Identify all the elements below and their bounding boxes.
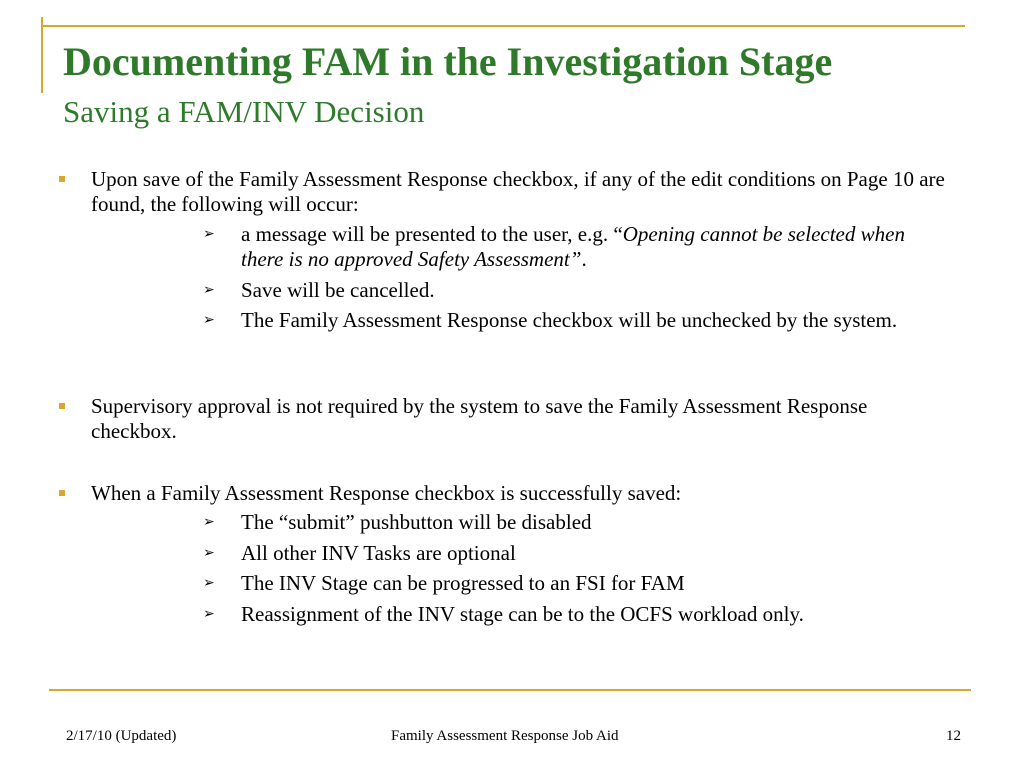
arrow-bullet-icon: ➢: [203, 514, 215, 530]
sub-bullet-text-prefix: a message will be presented to the user, e.g. “: [241, 222, 623, 246]
bullet-text: Supervisory approval is not required by the system to save the Family Assessment Response checkbox.: [91, 394, 868, 443]
arrow-bullet-icon: ➢: [203, 575, 215, 591]
sub-bullet-text: All other INV Tasks are optional: [241, 541, 516, 565]
square-bullet-icon: [59, 403, 65, 409]
footer-doc-title: Family Assessment Response Job Aid: [391, 728, 619, 744]
arrow-bullet-icon: ➢: [203, 606, 215, 622]
arrow-bullet-icon: ➢: [203, 312, 215, 328]
sub-bullet-text: The “submit” pushbutton will be disabled: [241, 510, 592, 534]
frame-left-rule: [41, 17, 43, 93]
arrow-bullet-icon: ➢: [203, 545, 215, 561]
slide-subtitle: Saving a FAM/INV Decision: [63, 94, 425, 129]
arrow-bullet-icon: ➢: [203, 282, 215, 298]
footer-date: 2/17/10 (Updated): [66, 728, 177, 744]
bullet-text: When a Family Assessment Response checkbox is successfully saved:: [91, 481, 682, 505]
arrow-bullet-icon: ➢: [203, 226, 215, 242]
sub-bullet-text: Save will be cancelled.: [241, 278, 435, 302]
frame-top-rule: [41, 25, 965, 27]
footer-rule: [49, 689, 971, 691]
sub-bullet-text: The Family Assessment Response checkbox will be unchecked by the system.: [241, 308, 898, 332]
sub-bullet-text: The INV Stage can be progressed to an FSI for FAM: [241, 571, 685, 595]
sub-bullet-text-suffix: .: [581, 247, 587, 271]
square-bullet-icon: [59, 176, 65, 182]
slide-title: Documenting FAM in the Investigation Stage: [63, 39, 833, 84]
sub-bullet-text-italic: Opening cannot be selected when there is no approved Safety Assessment”: [241, 222, 905, 271]
sub-bullet-text: [241, 222, 941, 272]
sub-bullet-text: Reassignment of the INV stage can be to the OCFS workload only.: [241, 602, 804, 626]
square-bullet-icon: [59, 490, 65, 496]
bullet-text: Upon save of the Family Assessment Response checkbox, if any of the edit conditions on Page 10 are found, the following will occur:: [91, 167, 945, 216]
footer-page-number: 12: [946, 728, 961, 744]
